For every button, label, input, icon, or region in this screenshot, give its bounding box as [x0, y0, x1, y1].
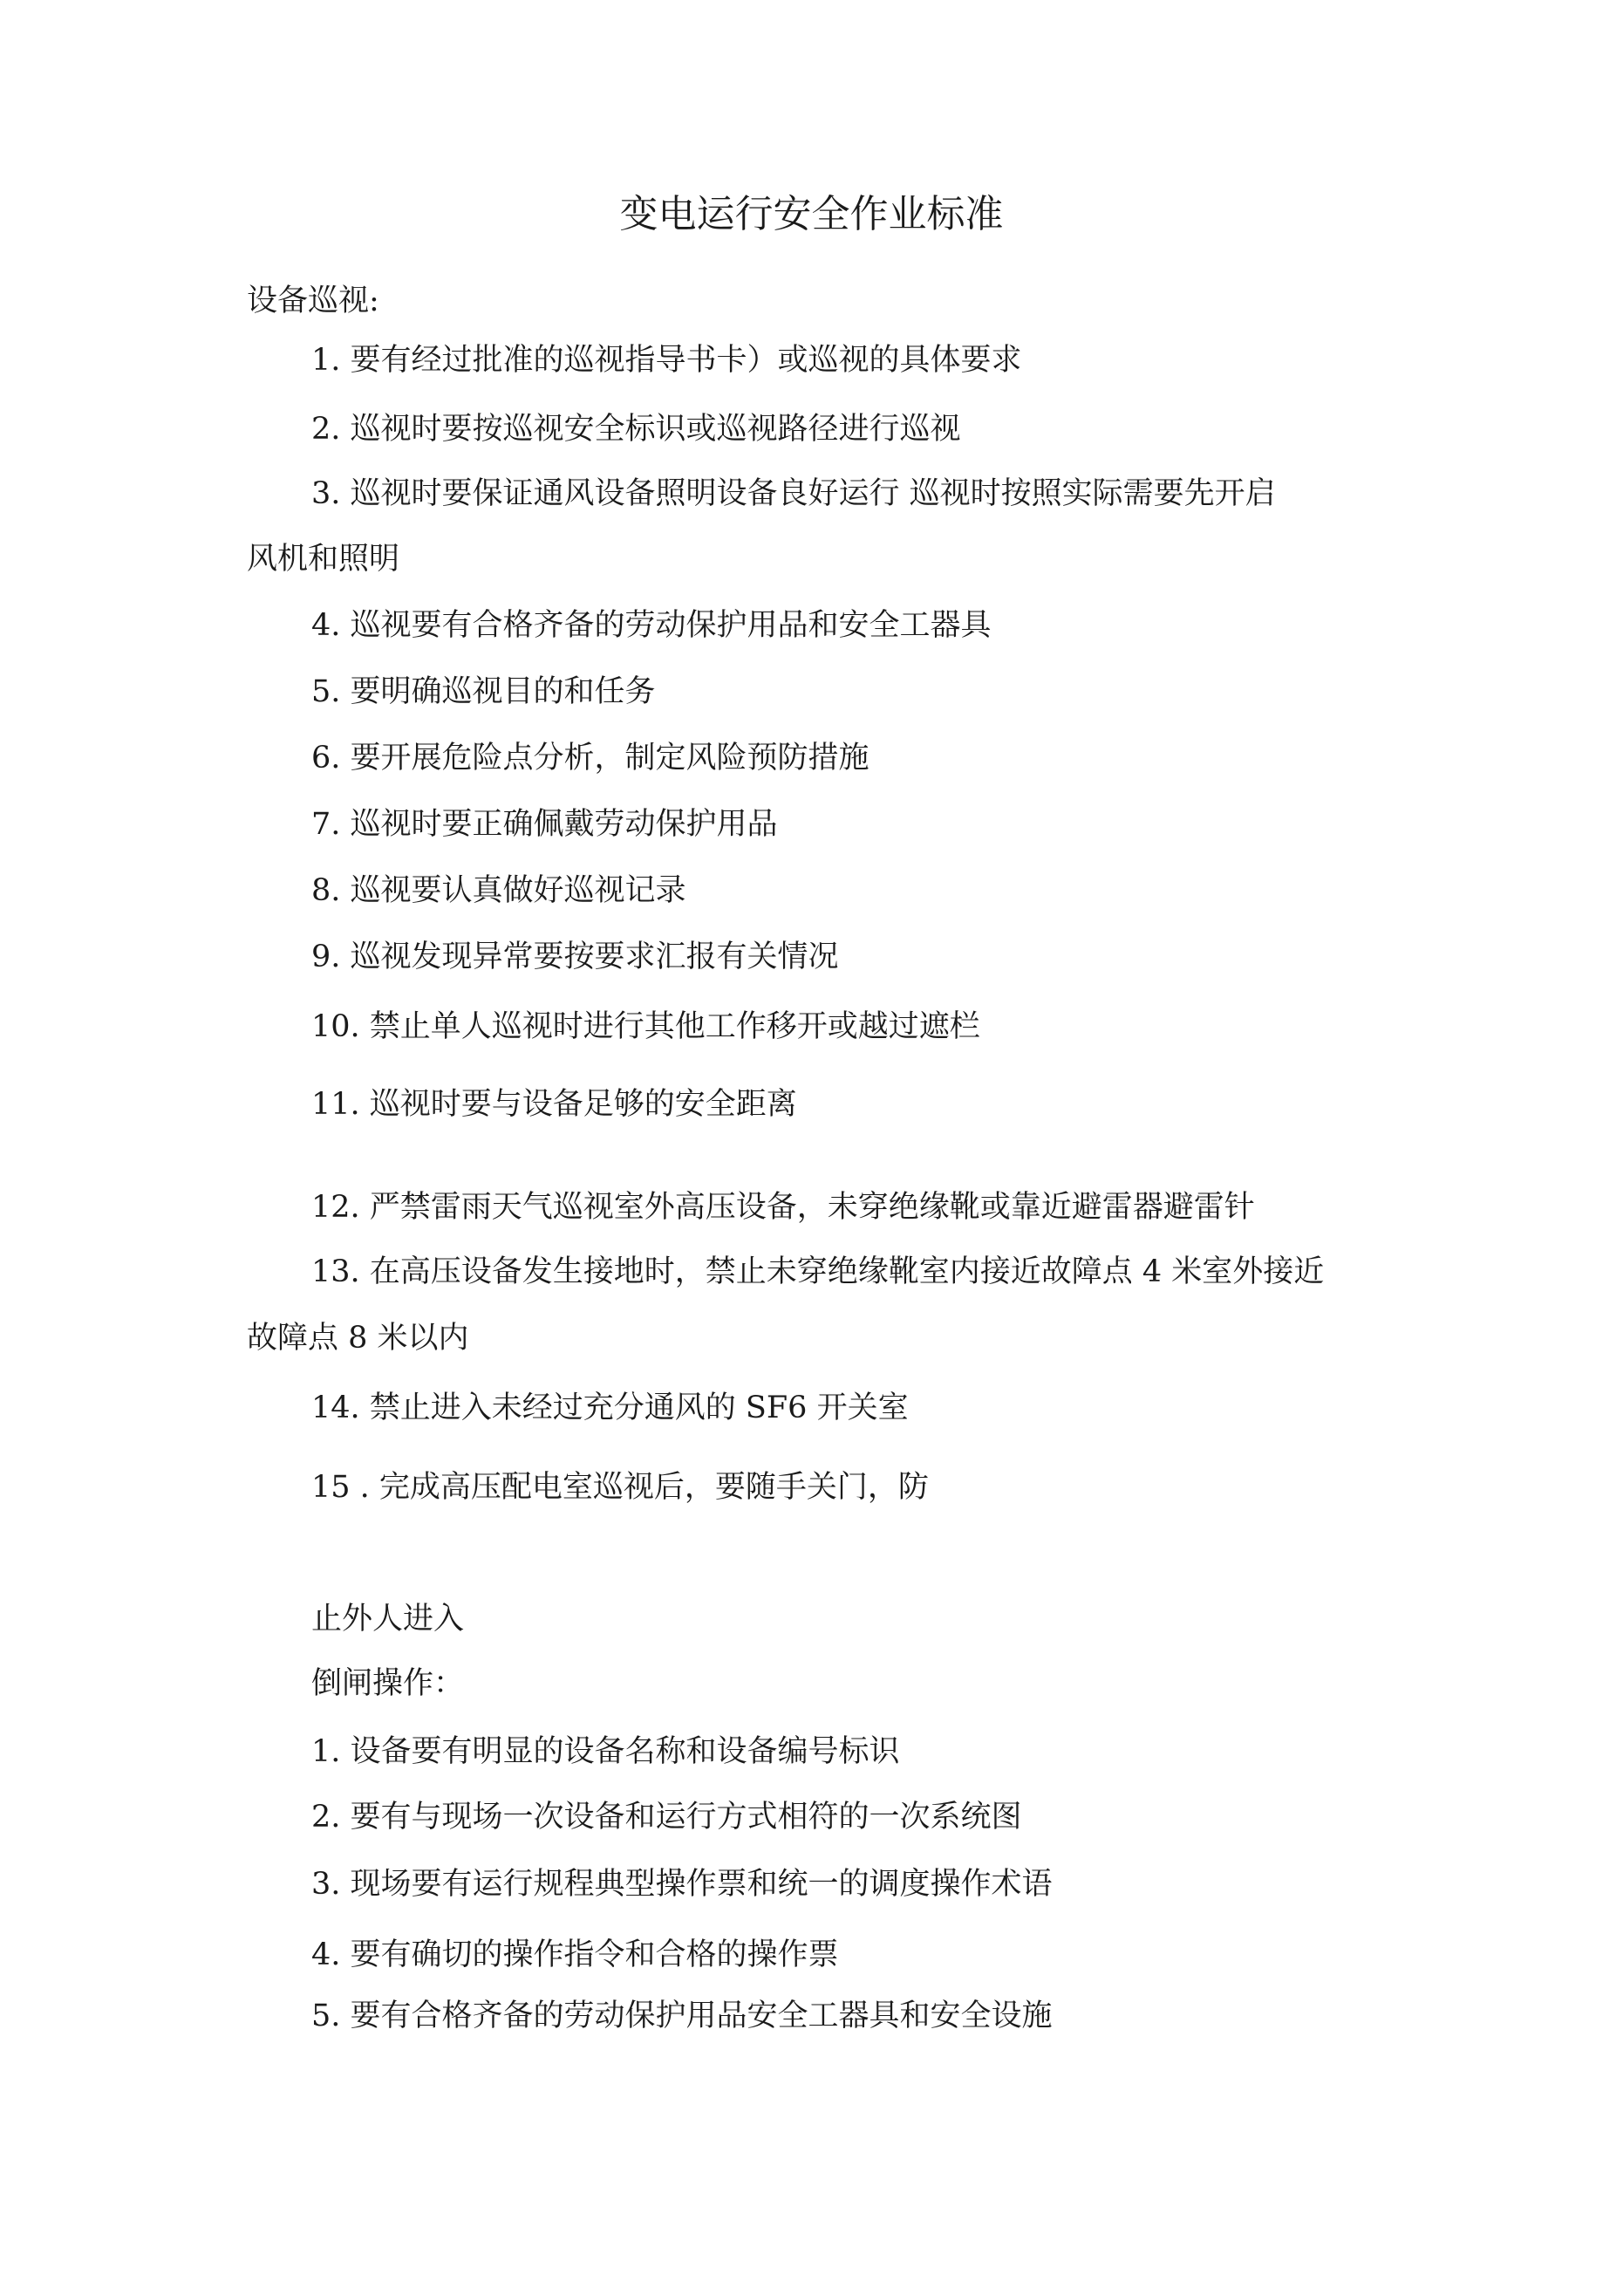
inspection-item-1: 1. 要有经过批准的巡视指导书卡）或巡视的具体要求 — [311, 343, 1022, 378]
inspection-item-12: 12. 严禁雷雨天气巡视室外高压设备，未穿绝缘靴或靠近避雷器避雷针 — [311, 1190, 1255, 1225]
switching-item-1: 1. 设备要有明显的设备名称和设备编号标识 — [311, 1734, 900, 1769]
inspection-item-13-continued: 故障点 8 米以内 — [247, 1321, 469, 1356]
switching-item-2: 2. 要有与现场一次设备和运行方式相符的一次系统图 — [311, 1800, 1022, 1835]
inspection-item-3-continued: 风机和照明 — [247, 542, 400, 577]
inspection-item-3: 3. 巡视时要保证通风设备照明设备良好运行 巡视时按照实际需要先开启 — [311, 476, 1276, 511]
inspection-item-14: 14. 禁止进入未经过充分通风的 SF6 开关室 — [311, 1391, 909, 1425]
document-title: 变电运行安全作业标准 — [619, 192, 1004, 236]
inspection-item-15-continued: 止外人进入 — [311, 1602, 465, 1637]
inspection-item-10: 10. 禁止单人巡视时进行其他工作移开或越过遮栏 — [311, 1009, 980, 1044]
switching-item-4: 4. 要有确切的操作指令和合格的操作票 — [311, 1937, 839, 1972]
inspection-item-8: 8. 巡视要认真做好巡视记录 — [311, 873, 686, 908]
switching-item-3: 3. 现场要有运行规程典型操作票和统一的调度操作术语 — [311, 1867, 1053, 1902]
inspection-item-15: 15 . 完成高压配电室巡视后，要随手关门，防 — [311, 1470, 929, 1505]
inspection-item-13: 13. 在高压设备发生接地时，禁止未穿绝缘靴室内接近故障点 4 米室外接近 — [311, 1254, 1325, 1289]
inspection-item-7: 7. 巡视时要正确佩戴劳动保护用品 — [311, 807, 778, 842]
inspection-item-9: 9. 巡视发现异常要按要求汇报有关情况 — [311, 940, 839, 974]
switching-item-5: 5. 要有合格齐备的劳动保护用品安全工器具和安全设施 — [311, 1999, 1053, 2033]
inspection-item-6: 6. 要开展危险点分析，制定风险预防措施 — [311, 741, 869, 776]
inspection-item-5: 5. 要明确巡视目的和任务 — [311, 674, 656, 709]
section-heading-switching: 倒闸操作： — [311, 1666, 465, 1701]
section-heading-inspection: 设备巡视: — [247, 284, 379, 318]
inspection-item-11: 11. 巡视时要与设备足够的安全距离 — [311, 1087, 797, 1122]
inspection-item-2: 2. 巡视时要按巡视安全标识或巡视路径进行巡视 — [311, 412, 961, 447]
inspection-item-4: 4. 巡视要有合格齐备的劳动保护用品和安全工器具 — [311, 608, 992, 643]
